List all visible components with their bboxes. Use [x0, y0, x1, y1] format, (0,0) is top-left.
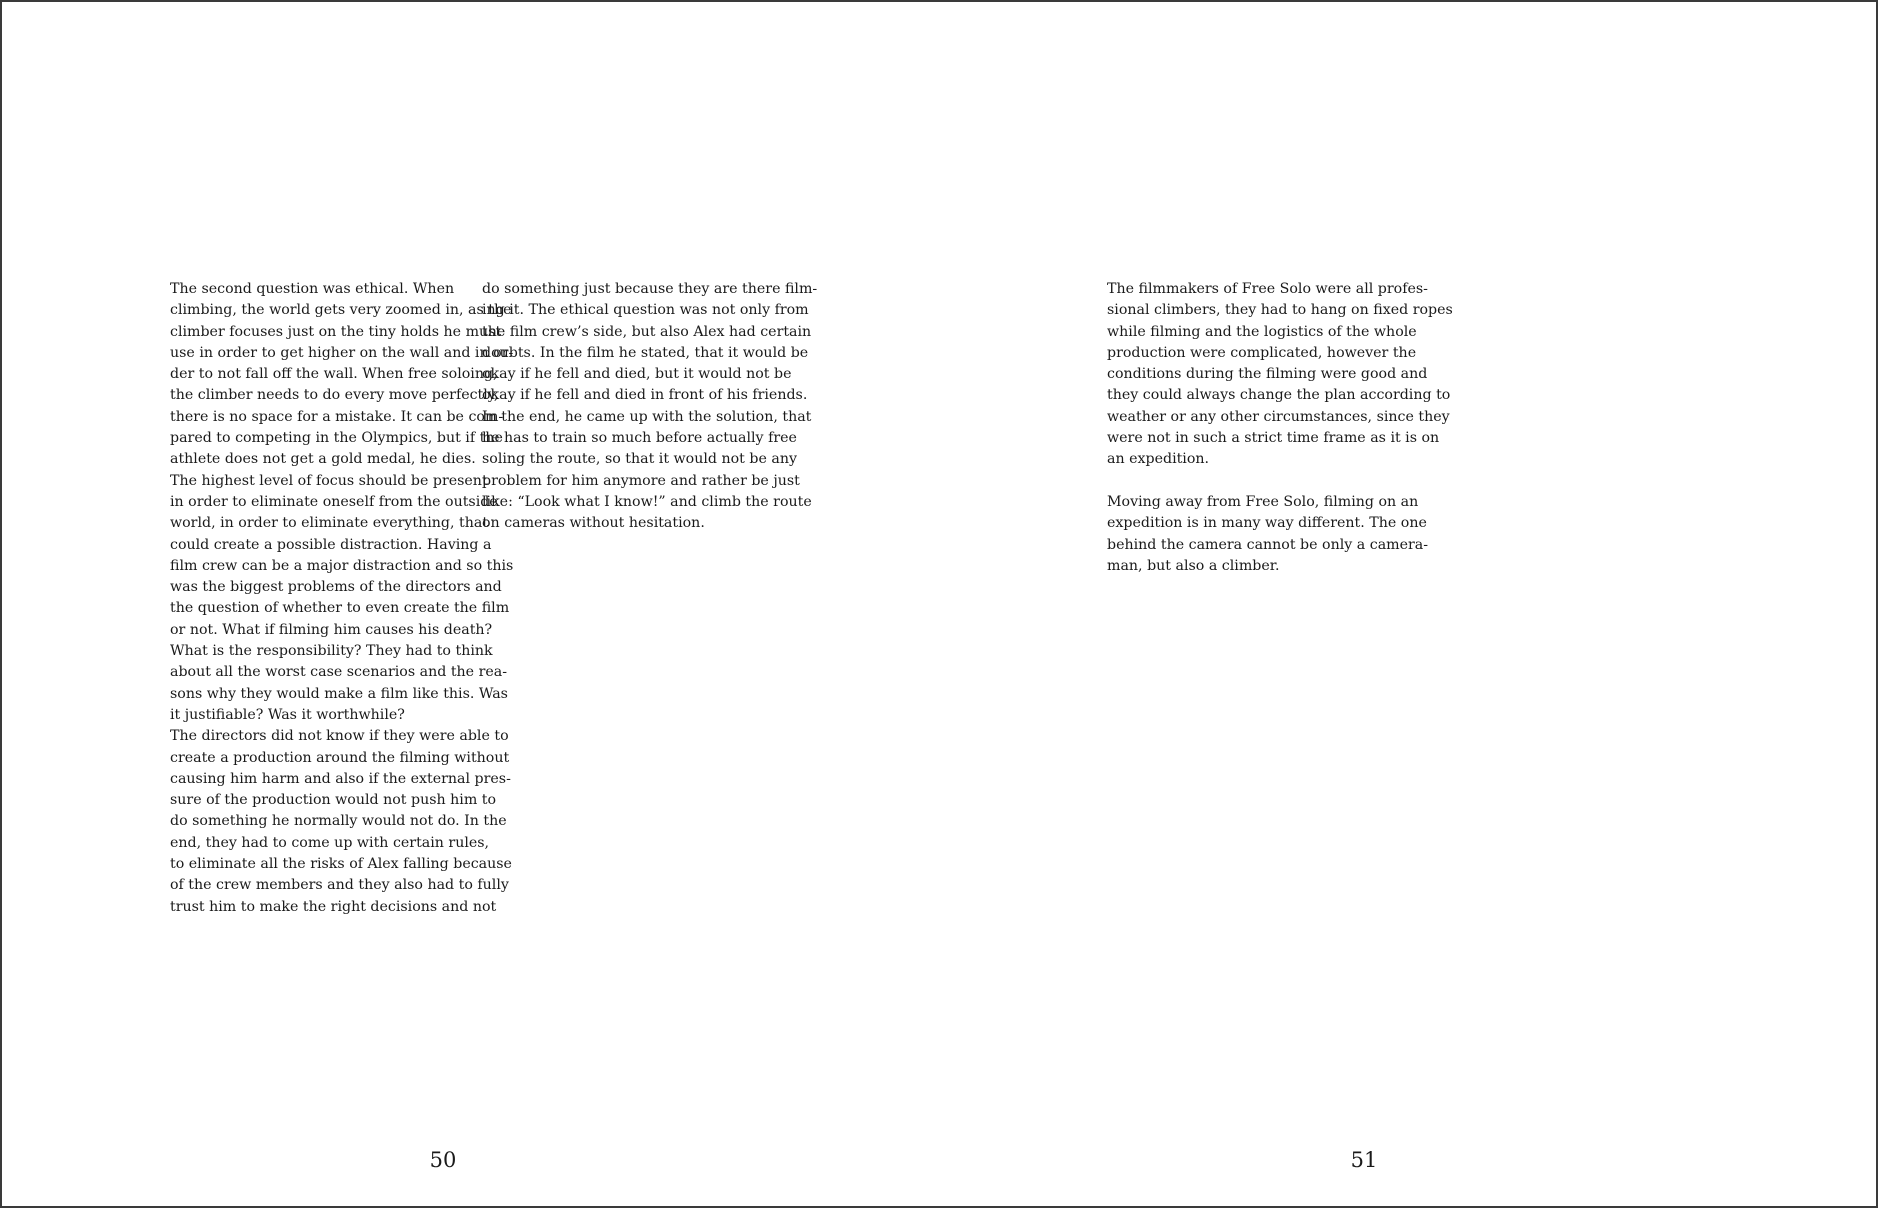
right-page-column: [1107, 279, 1453, 577]
text-line: they could always change the plan according to: [1107, 387, 1451, 404]
text-line: The directors did not know if they were able to: [170, 728, 509, 745]
text-line: end, they had to come up with certain rules,: [170, 834, 490, 851]
text-line: expedition is in many way different. The one: [1107, 515, 1427, 532]
text-line: were not in such a strict time frame as it is on: [1107, 430, 1440, 447]
text-line: film crew can be a major distraction and so this: [170, 557, 514, 574]
text-line: man, but also a climber.: [1107, 557, 1280, 574]
text-line: sure of the production would not push him to: [170, 792, 497, 809]
text-line: or not. What if filming him causes his death?: [170, 621, 493, 638]
text-line: he has to train so much before actually free: [482, 430, 797, 447]
text-line: of the crew members and they also had to fully: [170, 877, 509, 894]
text-line: the question of whether to even create the film: [170, 600, 510, 617]
text-line: to eliminate all the risks of Alex falling because: [170, 856, 512, 873]
text-line: sional climbers, they had to hang on fixed ropes: [1107, 302, 1453, 319]
text-line: behind the camera cannot be only a camera-: [1107, 536, 1429, 553]
text-line: conditions during the filming were good and: [1107, 366, 1428, 383]
text-line: in order to eliminate oneself from the outside: [170, 493, 498, 510]
text-line: the film crew’s side, but also Alex had certain: [482, 323, 812, 340]
text-line: In the end, he came up with the solution, that: [482, 408, 812, 425]
text-line: The second question was ethical. When: [170, 281, 455, 297]
text-line: world, in order to eliminate everything, that: [170, 515, 489, 532]
text-line: could create a possible distraction. Having a: [170, 536, 492, 553]
text-line: climbing, the world gets very zoomed in, as the: [170, 302, 512, 319]
text-line: there is no space for a mistake. It can be com-: [170, 408, 504, 425]
left-page: [2, 2, 939, 1206]
text-line: on cameras without hesitation.: [482, 515, 705, 532]
text-line: okay if he fell and died in front of his friends.: [482, 387, 808, 404]
page-number-right: 51: [1350, 1148, 1378, 1172]
text-line: the climber needs to do every move perfectly,: [170, 387, 499, 404]
text-line: What is the responsibility? They had to think: [170, 643, 493, 660]
text-line: problem for him anymore and rather be just: [482, 472, 800, 489]
text-line: climber focuses just on the tiny holds he must: [170, 323, 502, 340]
text-line: it justifiable? Was it worthwhile?: [170, 706, 405, 723]
page-number-left: 50: [429, 1148, 457, 1172]
text-line: okay if he fell and died, but it would not be: [482, 366, 792, 383]
text-line: weather or any other circumstances, since they: [1107, 408, 1450, 425]
text-line: Moving away from Free Solo, filming on an: [1107, 493, 1419, 510]
left-page-column-1: [170, 279, 514, 918]
text-line: while filming and the logistics of the whole: [1107, 323, 1417, 340]
text-line: do something he normally would not do. In the: [170, 813, 507, 830]
left-page-column-2: [482, 279, 818, 535]
text-line: causing him harm and also if the external pres-: [170, 770, 511, 787]
paragraph-gap: [1107, 471, 1407, 492]
text-line: about all the worst case scenarios and the rea-: [170, 664, 508, 681]
text-line: an expedition.: [1107, 451, 1210, 468]
text-line: production were complicated, however the: [1107, 344, 1417, 361]
text-line: doubts. In the film he stated, that it would be: [482, 344, 809, 361]
text-line: soling the route, so that it would not be any: [482, 451, 797, 468]
text-line: der to not fall off the wall. When free soloing,: [170, 366, 498, 383]
text-line: The filmmakers of Free Solo were all profes-: [1107, 281, 1428, 297]
text-line: The highest level of focus should be present: [170, 472, 488, 489]
text-line: ing it. The ethical question was not only from: [482, 302, 809, 319]
text-line: pared to competing in the Olympics, but if the: [170, 430, 503, 447]
text-line: athlete does not get a gold medal, he dies.: [170, 451, 476, 468]
text-line: like: “Look what I know!” and climb the route: [482, 493, 812, 510]
text-line: was the biggest problems of the directors and: [170, 579, 502, 596]
right-page: [939, 2, 1876, 1206]
text-line: trust him to make the right decisions and not: [170, 898, 497, 915]
text-line: sons why they would make a film like this. Was: [170, 685, 508, 702]
text-line: do something just because they are there film-: [482, 281, 818, 297]
text-line: create a production around the filming without: [170, 749, 510, 766]
text-line: use in order to get higher on the wall and in or-: [170, 344, 514, 361]
